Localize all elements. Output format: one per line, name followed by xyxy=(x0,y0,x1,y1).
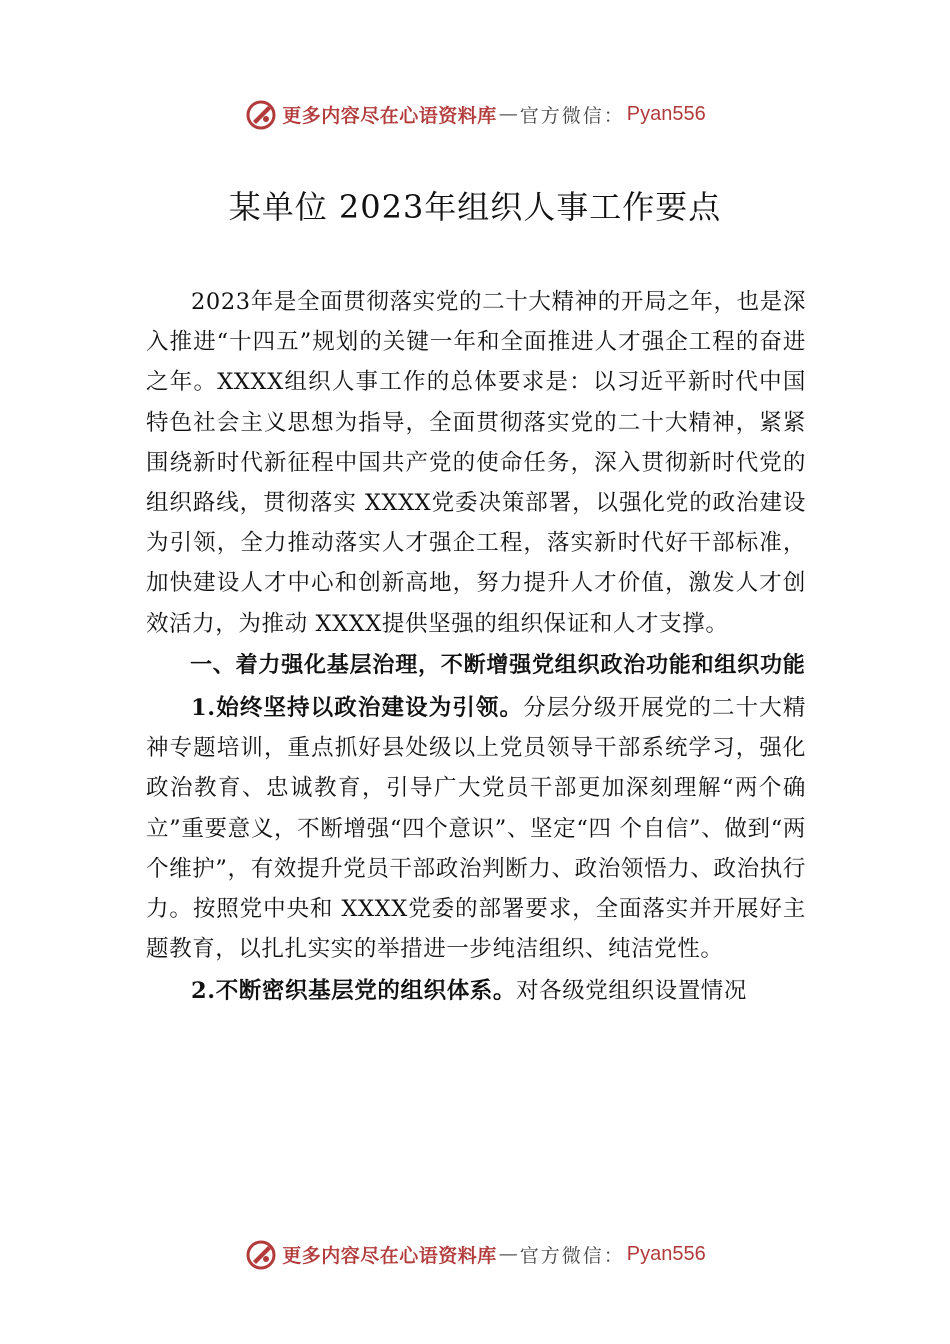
item-lead-1: 1.始终坚持以政治建设为引领。 xyxy=(191,695,524,722)
document-body xyxy=(146,282,806,1012)
watermark-wechat-id: Pyan556 xyxy=(626,102,706,125)
watermark-brand: 更多内容尽在心语资料库 xyxy=(282,1244,497,1267)
watermark-wechat-label: 官方微信： xyxy=(519,104,625,127)
brush-seal-icon xyxy=(244,97,278,131)
document-title: 某单位 2023年组织人事工作要点 xyxy=(228,188,722,226)
watermark-separator: — xyxy=(498,103,518,125)
item-paragraph-1 xyxy=(146,688,806,969)
watermark-separator: — xyxy=(498,1243,518,1265)
section-heading: 一、着力强化基层治理，不断增强党组织政治功能和组织功能 xyxy=(190,652,806,678)
item-body-1: 分层分级开展党的二十大精神专题培训，重点抓好县处级以上党员领导干部系统学习，强化政治教育、忠诚教育，引导广大党员干部更加深刻理解“两个确立”重要意义，不断增强“四个意识”、坚定“四 个自信”、做到“两个维护”，有效提升党员干部政治判断力、政治领悟力、政治执行力。按照党中央和 XXXX党委的部署要求，全面落实并开展好主题教育，以扎扎实实的举措进一步纯洁组织、纯洁党性。 xyxy=(146,695,806,963)
item-lead-2: 2.不断密织基层党的组织体系。 xyxy=(191,978,516,1005)
watermark-wechat-id: Pyan556 xyxy=(626,1242,706,1265)
item-paragraph-2 xyxy=(146,971,806,1011)
watermark-banner-bottom xyxy=(0,1234,950,1274)
item-body-2: 对各级党组织设置情况 xyxy=(516,978,748,1005)
watermark-brand: 更多内容尽在心语资料库 xyxy=(282,104,497,127)
watermark-banner-top xyxy=(0,94,950,134)
watermark-wechat-label: 官方微信： xyxy=(519,1244,625,1267)
brush-seal-icon xyxy=(244,1237,278,1271)
intro-paragraph: 2023年是全面贯彻落实党的二十大精神的开局之年，也是深入推进“十四五”规划的关键一年和全面推进人才强企工程的奋进之年。XXXX组织人事工作的总体要求是：以习近平新时代中国特色社会主义思想为指导，全面贯彻落实党的二十大精神，紧紧围绕新时代新征程中国共产党的使命任务，深入贯彻新时代党的组织路线，贯彻落实 XXXX党委决策部署，以强化党的政治建设为引领，全力推动落实人才强企工程，落实新时代好干部标准，加快建设人才中心和创新高地，努力提升人才价值，激发人才创效活力，为推动 XXXX提供坚强的组织保证和人才支撑。 xyxy=(146,289,806,637)
